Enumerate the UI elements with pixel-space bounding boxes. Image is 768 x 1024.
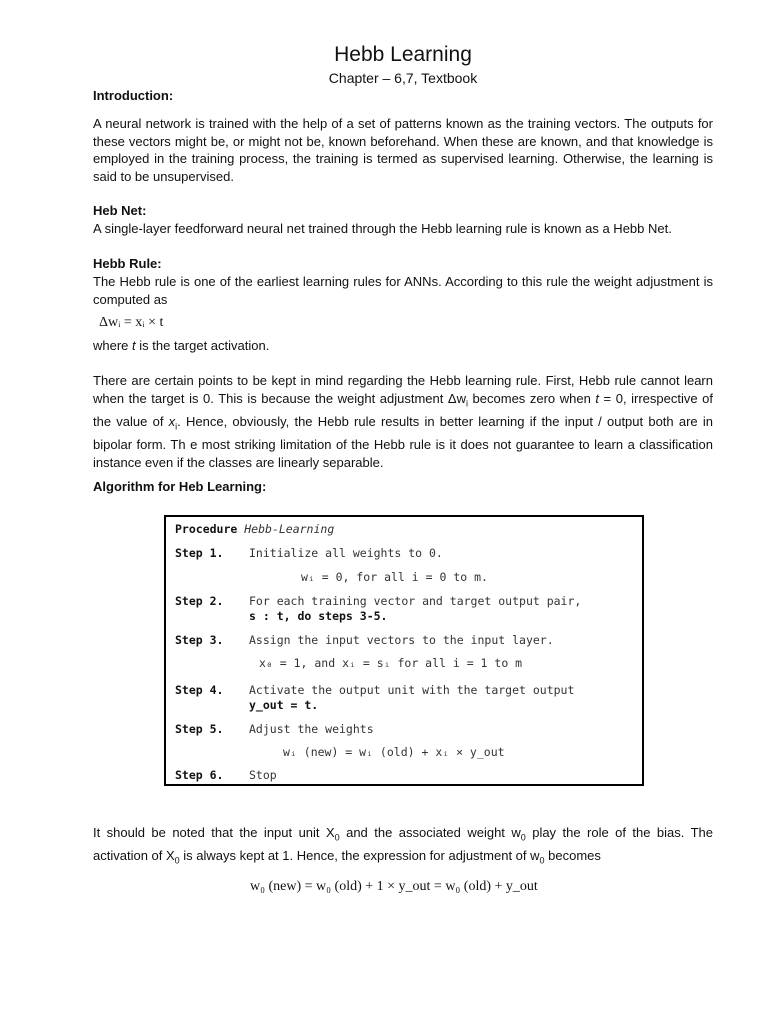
closing-paragraph: It should be noted that the input unit $X_0$ and the associated weight $w_0$ play the role of the bias. The activation of $X_0$ is always kept at 1. Hence, the expression for adjustment of $w_0$ becomes: [93, 825, 713, 866]
step-4-text: Activate the output unit with the target output: [249, 683, 575, 697]
step-4-continuation: y_out = t.: [249, 698, 319, 712]
step-3-formula: x₀ = 1, and xᵢ = sᵢ for all i = 1 to m: [259, 656, 523, 670]
step-5-formula: wᵢ (new) = wᵢ (old) + xᵢ × y_out: [283, 745, 505, 759]
step-6-text: Stop: [249, 768, 277, 782]
step-3-label: Step 3.: [175, 633, 224, 647]
step-3-text: Assign the input vectors to the input layer.: [249, 633, 554, 647]
intro-paragraph: A neural network is trained with the help of a set of patterns known as the training vectors. The outputs for these vectors might be, or might not be, known beforehand. When these are known, and that knowledge is employed in the training process, the training is termed as supervised learning. Otherwise, the learning is said to be unsupervised.: [93, 116, 713, 184]
hebnet-heading: Heb Net:: [93, 203, 147, 218]
step-2-text: For each training vector and target output pair,: [249, 594, 582, 608]
step-2-continuation: s : t, do steps 3-5.: [249, 609, 388, 623]
step-2-label: Step 2.: [175, 594, 224, 608]
page-title: Hebb Learning: [334, 43, 472, 66]
weight-update-formula: Δwᵢ = xᵢ × t: [99, 315, 164, 330]
points-paragraph: There are certain points to be kept in mind regarding the Hebb learning rule. First, Hebb rule cannot learn when the target is 0. This is because the weight adjustment $\Delta w_i$ becomes zero when t = 0, irrespective of the value of $x_i$. Hence, obviously, the Hebb rule results in better learning if the input / output both are in bipolar form. Th e most striking limitation of the Hebb rule is it does not guarantee to learn a classification instance even if the classes are linearly separable.: [93, 373, 713, 470]
step-4-label: Step 4.: [175, 683, 224, 697]
bias-update-formula: w₀ (new) = w₀ (old) + 1 × y_out = w₀ (old) + y_out: [250, 879, 538, 894]
hebnet-paragraph: A single-layer feedforward neural net trained through the Hebb learning rule is known as a Hebb Net.: [93, 221, 672, 236]
step-5-text: Adjust the weights: [249, 722, 374, 736]
step-6-label: Step 6.: [175, 768, 224, 782]
hebbrule-paragraph: The Hebb rule is one of the earliest learning rules for ANNs. According to this rule the weight adjustment is computed as: [93, 274, 713, 307]
intro-heading: Introduction:: [93, 88, 174, 103]
step-5-label: Step 5.: [175, 722, 224, 736]
step-1-label: Step 1.: [175, 546, 224, 560]
where-line: where t is the target activation.: [93, 338, 270, 353]
algorithm-box: [164, 515, 644, 786]
algorithm-heading: Algorithm for Heb Learning:: [93, 479, 267, 494]
step-1-text: Initialize all weights to 0.: [249, 546, 443, 560]
hebbrule-heading: Hebb Rule:: [93, 256, 162, 271]
step-1-formula: wᵢ = 0, for all i = 0 to m.: [301, 570, 488, 584]
page-subtitle: Chapter – 6,7, Textbook: [328, 70, 478, 86]
procedure-line: Procedure Hebb-Learning: [175, 522, 335, 536]
